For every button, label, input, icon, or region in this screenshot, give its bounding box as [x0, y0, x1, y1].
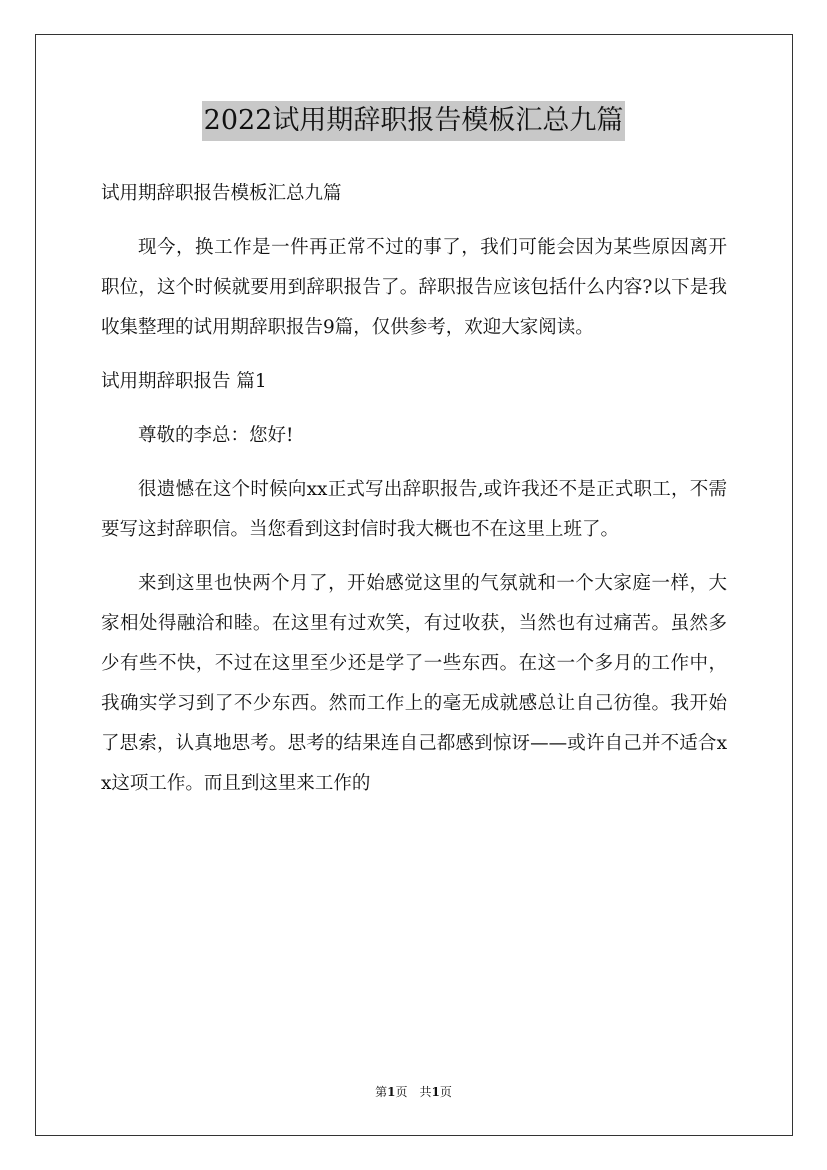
document-title: 2022试用期辞职报告模板汇总九篇 [202, 101, 626, 141]
document-body [101, 174, 727, 818]
body-paragraph: 来到这里也快两个月了，开始感觉这里的气氛就和一个大家庭一样，大家相处得融洽和睦。在这里有过欢笑，有过收获，当然也有过痛苦。虽然多少有些不快，不过在这里至少还是学了一些东西。在这一个多月的工作中，我确实学习到了不少东西。然而工作上的毫无成就感总让自己彷徨。我开始了思索，认真地思考。思考的结果连自己都感到惊讶——或许自己并不适合xx这项工作。而且到这里来工作的 [101, 573, 727, 794]
section-heading: 试用期辞职报告 篇1 [101, 371, 267, 392]
salutation-paragraph: 尊敬的李总：您好! [138, 425, 294, 446]
body-paragraph: 很遗憾在这个时候向xx正式写出辞职报告,或许我还不是正式职工，不需要写这封辞职信。当您看到这封信时我大概也不在这里上班了。 [101, 479, 727, 540]
intro-paragraph: 现今，换工作是一件再正常不过的事了，我们可能会因为某些原因离开职位，这个时候就要用到辞职报告了。辞职报告应该包括什么内容?以下是我收集整理的试用期辞职报告9篇，仅供参考，欢迎大家阅读。 [101, 237, 727, 338]
title-container [0, 101, 827, 141]
footer-prefix: 第 [375, 1085, 388, 1099]
subtitle-paragraph: 试用期辞职报告模板汇总九篇 [101, 183, 342, 204]
page-footer [0, 1084, 827, 1100]
footer-page-number: 1 [387, 1085, 396, 1099]
footer-total-pages: 1 [431, 1085, 440, 1099]
footer-mid: 页 共 [395, 1085, 432, 1099]
footer-suffix: 页 [439, 1085, 452, 1099]
